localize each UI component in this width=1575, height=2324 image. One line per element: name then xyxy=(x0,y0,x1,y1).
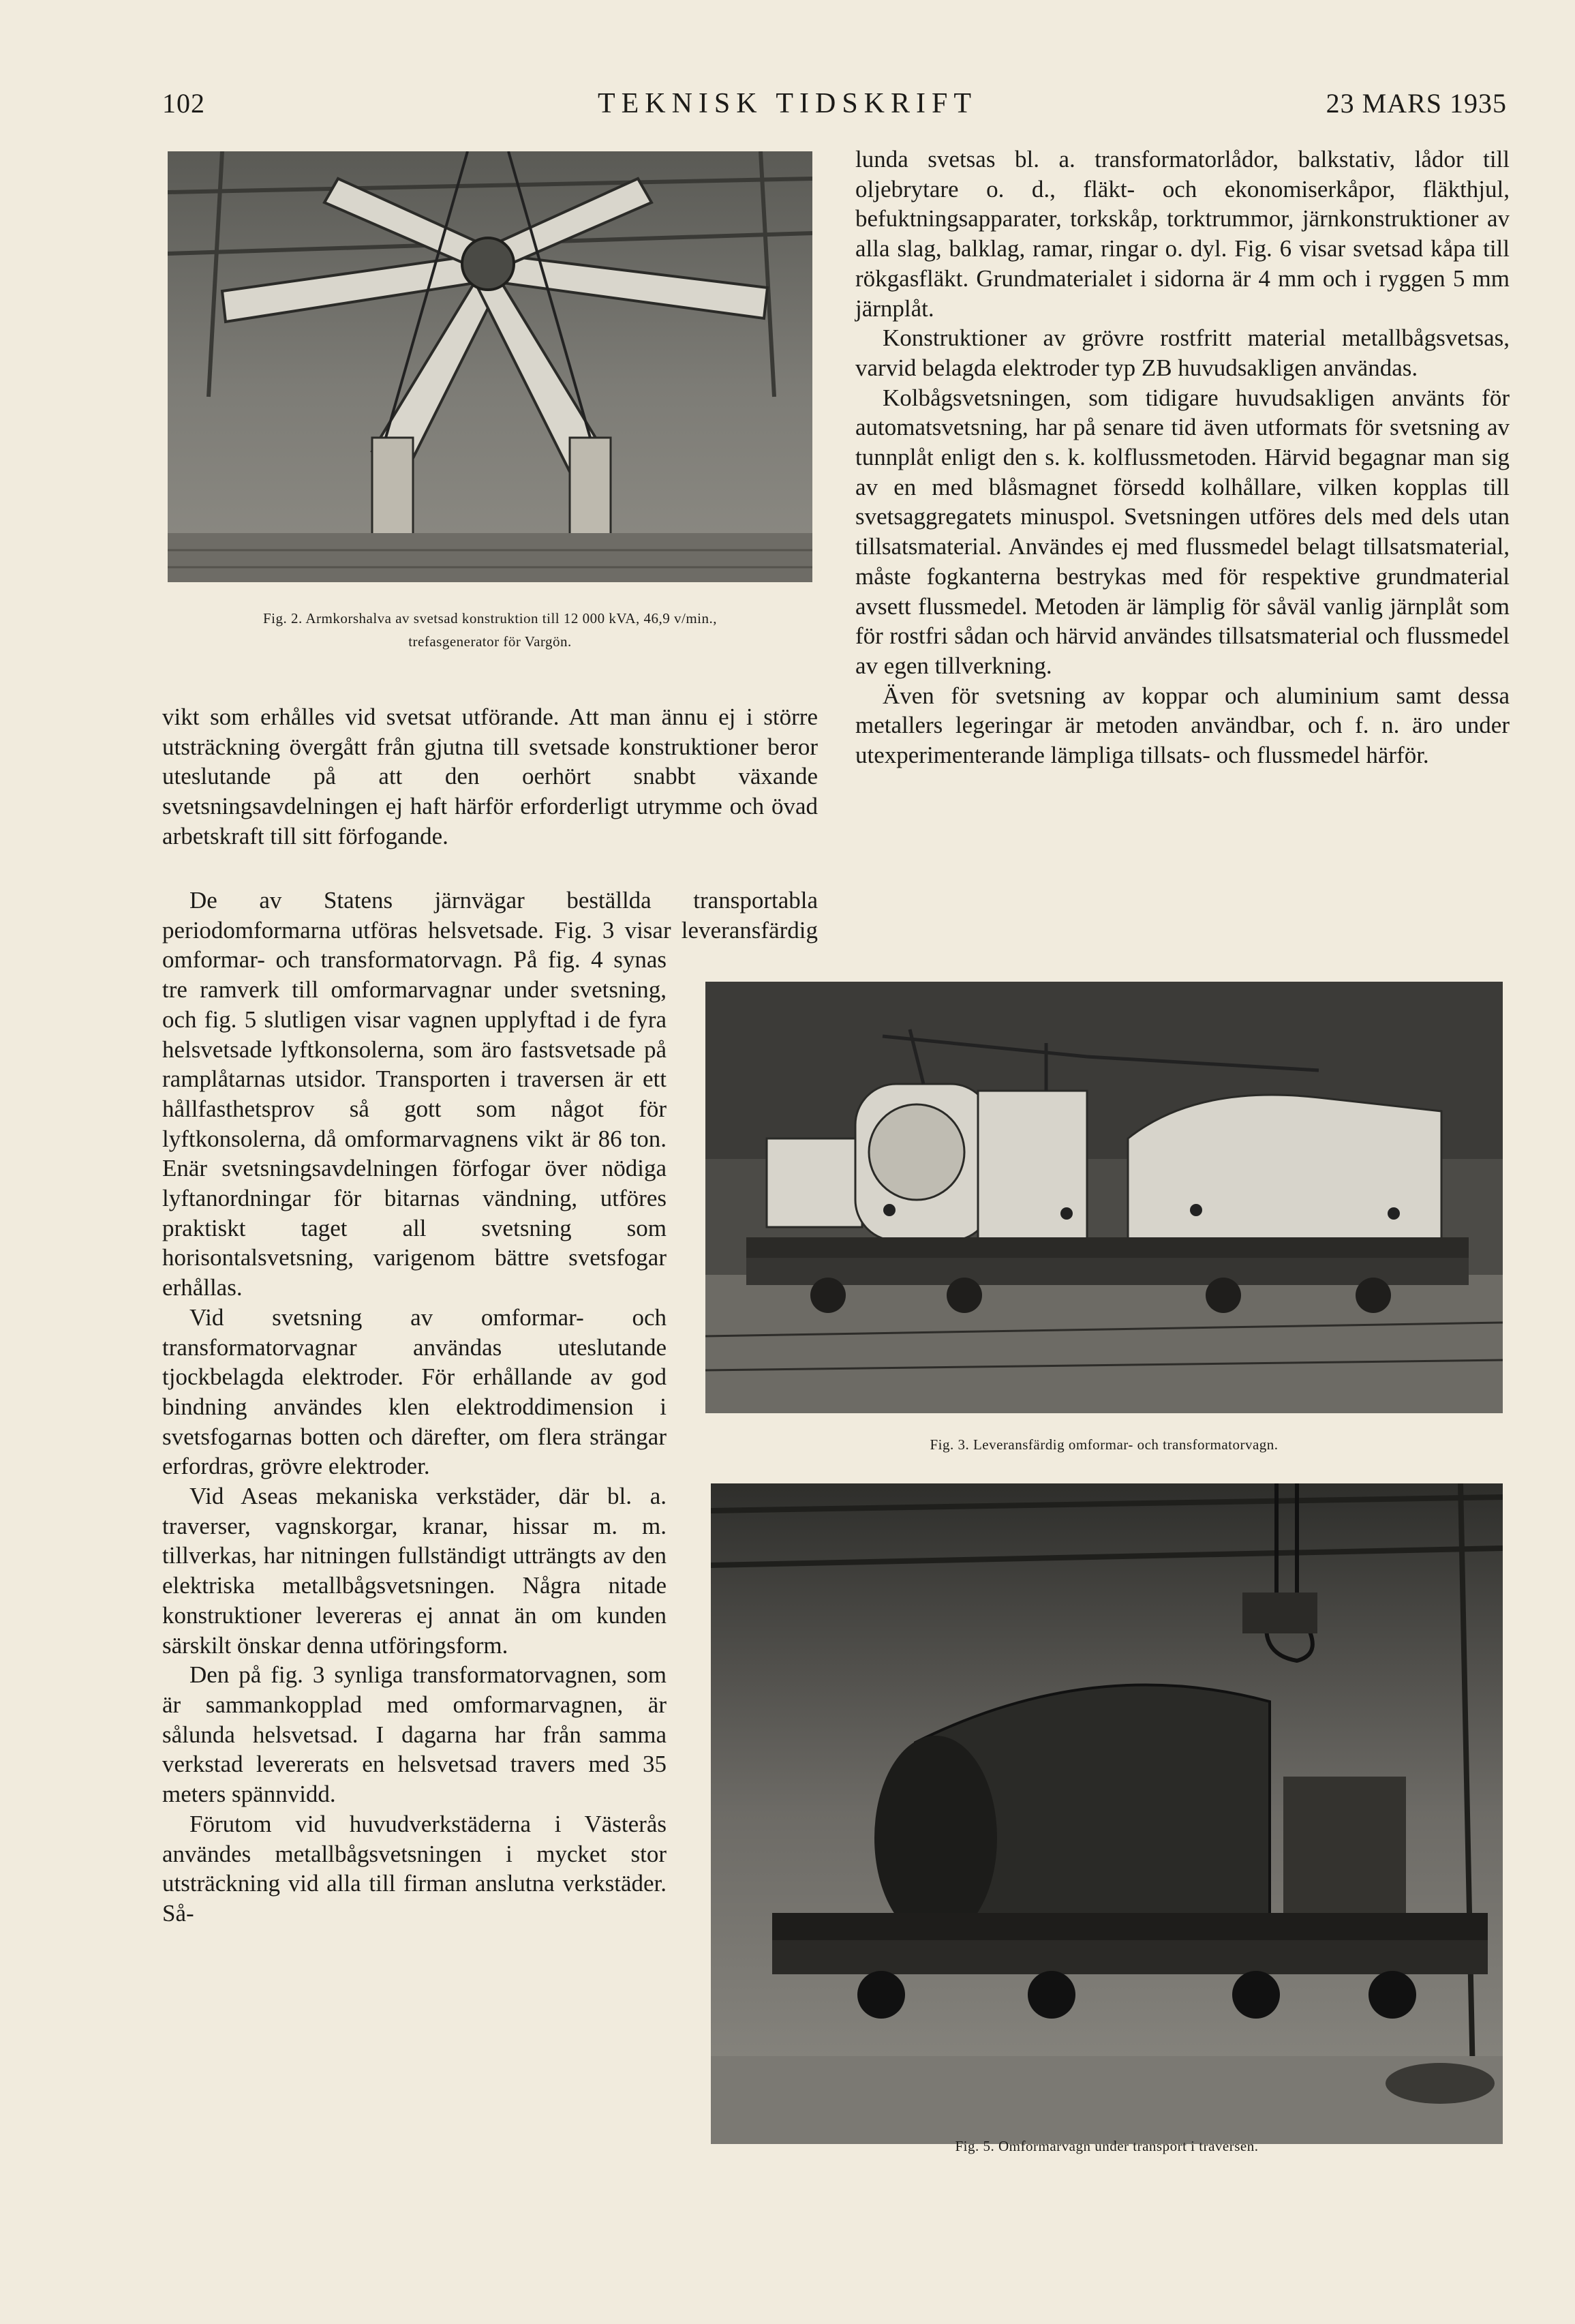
figure-2-caption xyxy=(161,607,819,653)
paragraph: lunda svetsas bl. a. transformatorlådor, balkstativ, lådor till oljebrytare o. d., fläkt- och ekonomiserkåpor, fläkthjul, befuktningsapparater, torkskåp, torktrummor, järnkonstruktioner av alla slag, balklag, ramar, ringar o. dyl. Fig. 6 visar svetsad kåpa till rökgasfläkt. Grundmaterialet i sidorna är 4 mm och i ryggen 5 mm järnplåt. xyxy=(855,146,1510,322)
paragraph: Vid Aseas mekaniska verkstäder, där bl. a. traverser, vagnskorgar, kranar, hissar m. m. tillverkas, har nitningen fullständigt utträngts av den elektriska metallbågsvetsningen. Några nitade konstruktioner levereras ej annat än om kunden särskilt önskar denna utföringsform. xyxy=(162,1483,667,1659)
paragraph: Förutom vid huvudverkstäderna i Västerås användes metallbågsvetsningen i mycket stor utsträckning vid alla till firman anslutna verkstäder. Så- xyxy=(162,1810,667,1927)
journal-title: TEKNISK TIDSKRIFT xyxy=(597,88,978,119)
page-number: 102 xyxy=(162,88,205,119)
paragraph: Den på fig. 3 synliga transformatorvagnen, som är sammankopplad med omformarvagnen, är sålunda helsvetsad. I dagarna har från samma verkstad levererats en helsvetsad travers med 35 meters spännvidd. xyxy=(162,1661,667,1808)
left-column-upper xyxy=(162,702,818,851)
figure-2-caption-line2: trefasgenerator för Vargön. xyxy=(408,633,572,650)
paragraph: De av Statens järnvägar beställda transportabla periodomformarna utföras helsvetsade. Fig. 3 visar leveransfärdig omformar- och transformatorvagn. På fig. 4 synas tre ramverk till omformarvagnar under svetsning, och fig. 5 slutligen visar vagnen upplyftad i de fyra helsvetsade lyftkonsolerna, som äro fastsvetsade på ramplåtarnas utsidor. Transporten i traversen är ett hållfasthetsprov så gott som något för lyftkonsolerna, då omformarvagnens vikt är 86 ton. Enär svetsningsavdelningen förfogar över nödiga lyftanordningar för bitarnas vändning, utföres praktiskt taget all svetsning som horisontalsvetsning, varigenom bättre svetsfogar erhållas. xyxy=(162,887,818,1301)
right-column xyxy=(855,145,1510,770)
issue-date: 23 MARS 1935 xyxy=(1326,88,1507,119)
paragraph: Även för svetsning av koppar och aluminium samt dessa metallers legeringar är metoden användbar, och f. n. äro under utexperimenterande lämpliga tillsats- och flussmedel härför. xyxy=(855,682,1510,769)
figure-5-photo xyxy=(711,1483,1503,2144)
paragraph: vikt som erhålles vid svetsat utförande. Att man ännu ej i större utsträckning övergått från gjutna till svetsade konstruktioner beror uteslutande på att den oerhört snabbt växande svetsningsavdelningen ej haft härför erforderligt utrymme och övad arbetskraft till sitt förfogande. xyxy=(162,704,818,849)
figure-3-photo xyxy=(705,982,1503,1413)
figure-2-caption-line1: Fig. 2. Armkorshalva av svetsad konstruktion till 12 000 kVA, 46,9 v/min., xyxy=(262,610,717,627)
figure-5-caption: Fig. 5. Omformarvagn under transport i traversen. xyxy=(955,2138,1259,2154)
figure-2-photo xyxy=(168,151,812,582)
paragraph: Vid svetsning av omformar- och transformatorvagnar användas uteslutande tjockbelagda elektroder. För erhållande av god bindning användes klen elektroddimension i svetsfogarnas botten och därefter, om flera strängar erfordras, grövre elektroder. xyxy=(162,1303,667,1480)
figure-3-caption: Fig. 3. Leveransfärdig omformar- och transformatorvagn. xyxy=(930,1436,1279,1453)
paragraph: Kolbågsvetsningen, som tidigare huvudsakligen använts för automatsvetsning, har på senare tid även utformats för svetsning av tunnplåt enligt den s. k. kolflussmetoden. Härvid begagnar man sig av en med blåsmagnet försedd kolhållare, vilken kopplas till svetsaggregatets minuspol. Svetsningen utföres dels med dels utan tillsatsmaterial. Användes ej med flussmedel belagt tillsatsmaterial, måste fogkanterna bestrykas med för respektive grundmaterial avsett flussmedel. Metoden är lämplig för såväl vanlig järnplåt som för rostfri sådan och härvid användes tillsatsmaterial och flussmedel av egen tillverkning. xyxy=(855,384,1510,679)
paragraph: Konstruktioner av grövre rostfritt material metallbågsvetsas, varvid belagda elektroder typ ZB huvudsakligen användas. xyxy=(855,325,1510,381)
